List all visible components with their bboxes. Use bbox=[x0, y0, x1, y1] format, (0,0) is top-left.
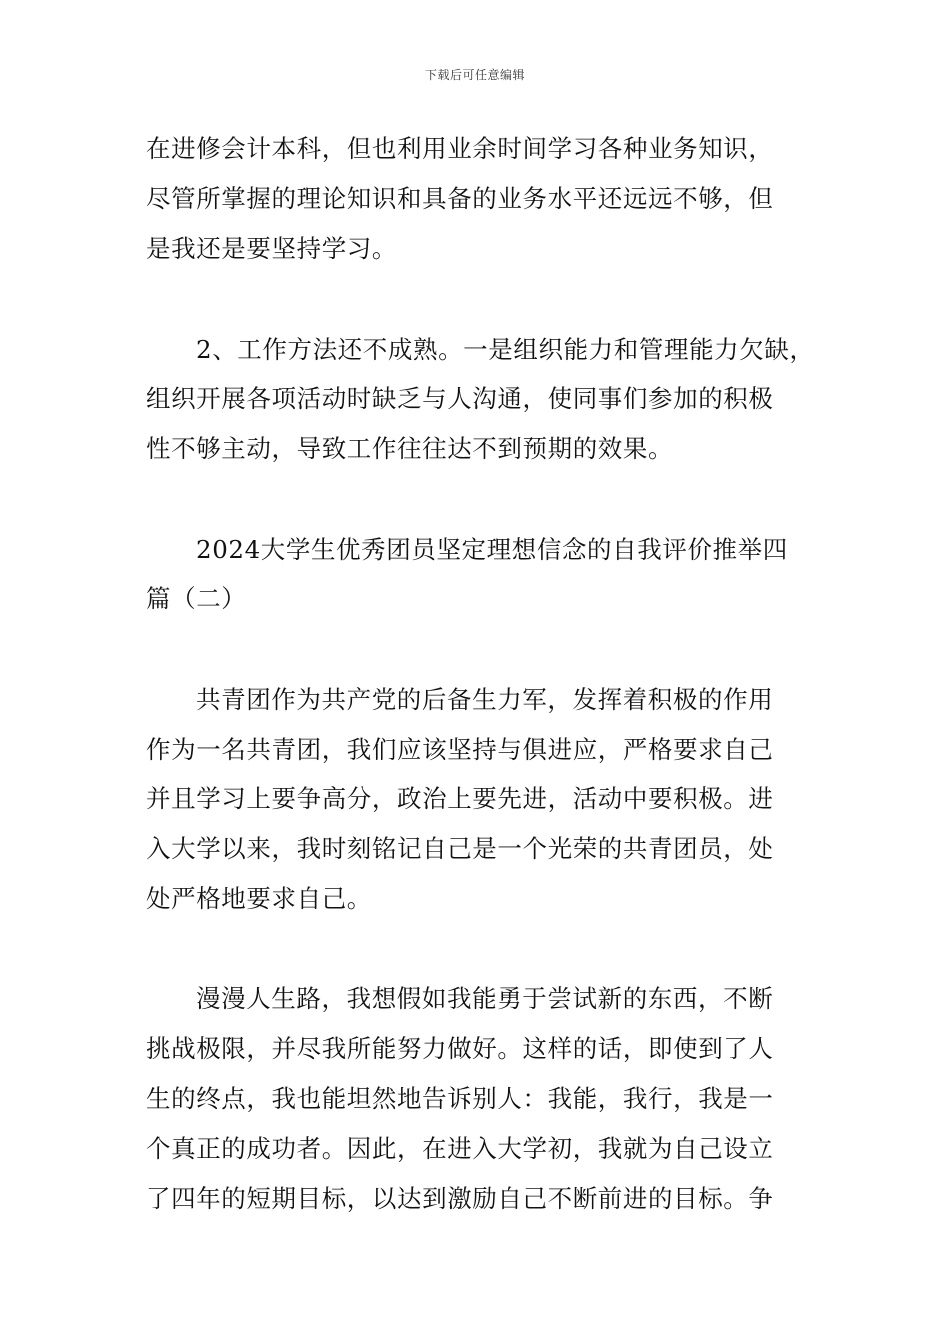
body-line: 作为一名共青团，我们应该坚持与俱进应，严格要求自己 bbox=[146, 735, 774, 764]
body-line: 在进修会计本科，但也利用业余时间学习各种业务知识， bbox=[146, 134, 774, 163]
body-line: 处严格地要求自己。 bbox=[146, 884, 372, 913]
section-title-line: 篇（二） bbox=[146, 584, 247, 613]
body-line-indented: 2、工作方法还不成熟。一是组织能力和管理能力欠缺， bbox=[196, 335, 815, 364]
page-header: 下载后可任意编辑 bbox=[424, 68, 525, 82]
section-title-line: 2024大学生优秀团员坚定理想信念的自我评价推举四 bbox=[196, 535, 788, 564]
body-line-indented: 共青团作为共产党的后备生力军，发挥着积极的作用 bbox=[196, 685, 774, 714]
body-line: 尽管所掌握的理论知识和具备的业务水平还远远不够，但 bbox=[146, 184, 774, 213]
body-line-indented: 漫漫人生路，我想假如我能勇于尝试新的东西，不断 bbox=[196, 984, 774, 1013]
body-line: 并且学习上要争高分，政治上要先进，活动中要积极。进 bbox=[146, 784, 774, 813]
body-line: 个真正的成功者。因此，在进入大学初，我就为自己设立 bbox=[146, 1134, 774, 1163]
body-line: 组织开展各项活动时缺乏与人沟通，使同事们参加的积极 bbox=[146, 384, 774, 413]
body-line: 挑战极限，并尽我所能努力做好。这样的话，即使到了人 bbox=[146, 1034, 774, 1063]
body-line: 入大学以来，我时刻铭记自己是一个光荣的共青团员，处 bbox=[146, 834, 774, 863]
body-line: 生的终点，我也能坦然地告诉别人：我能，我行，我是一 bbox=[146, 1084, 774, 1113]
body-line: 性不够主动，导致工作往往达不到预期的效果。 bbox=[146, 434, 674, 463]
body-line: 了四年的短期目标，以达到激励自己不断前进的目标。争 bbox=[146, 1184, 774, 1213]
body-line: 是我还是要坚持学习。 bbox=[146, 234, 397, 263]
